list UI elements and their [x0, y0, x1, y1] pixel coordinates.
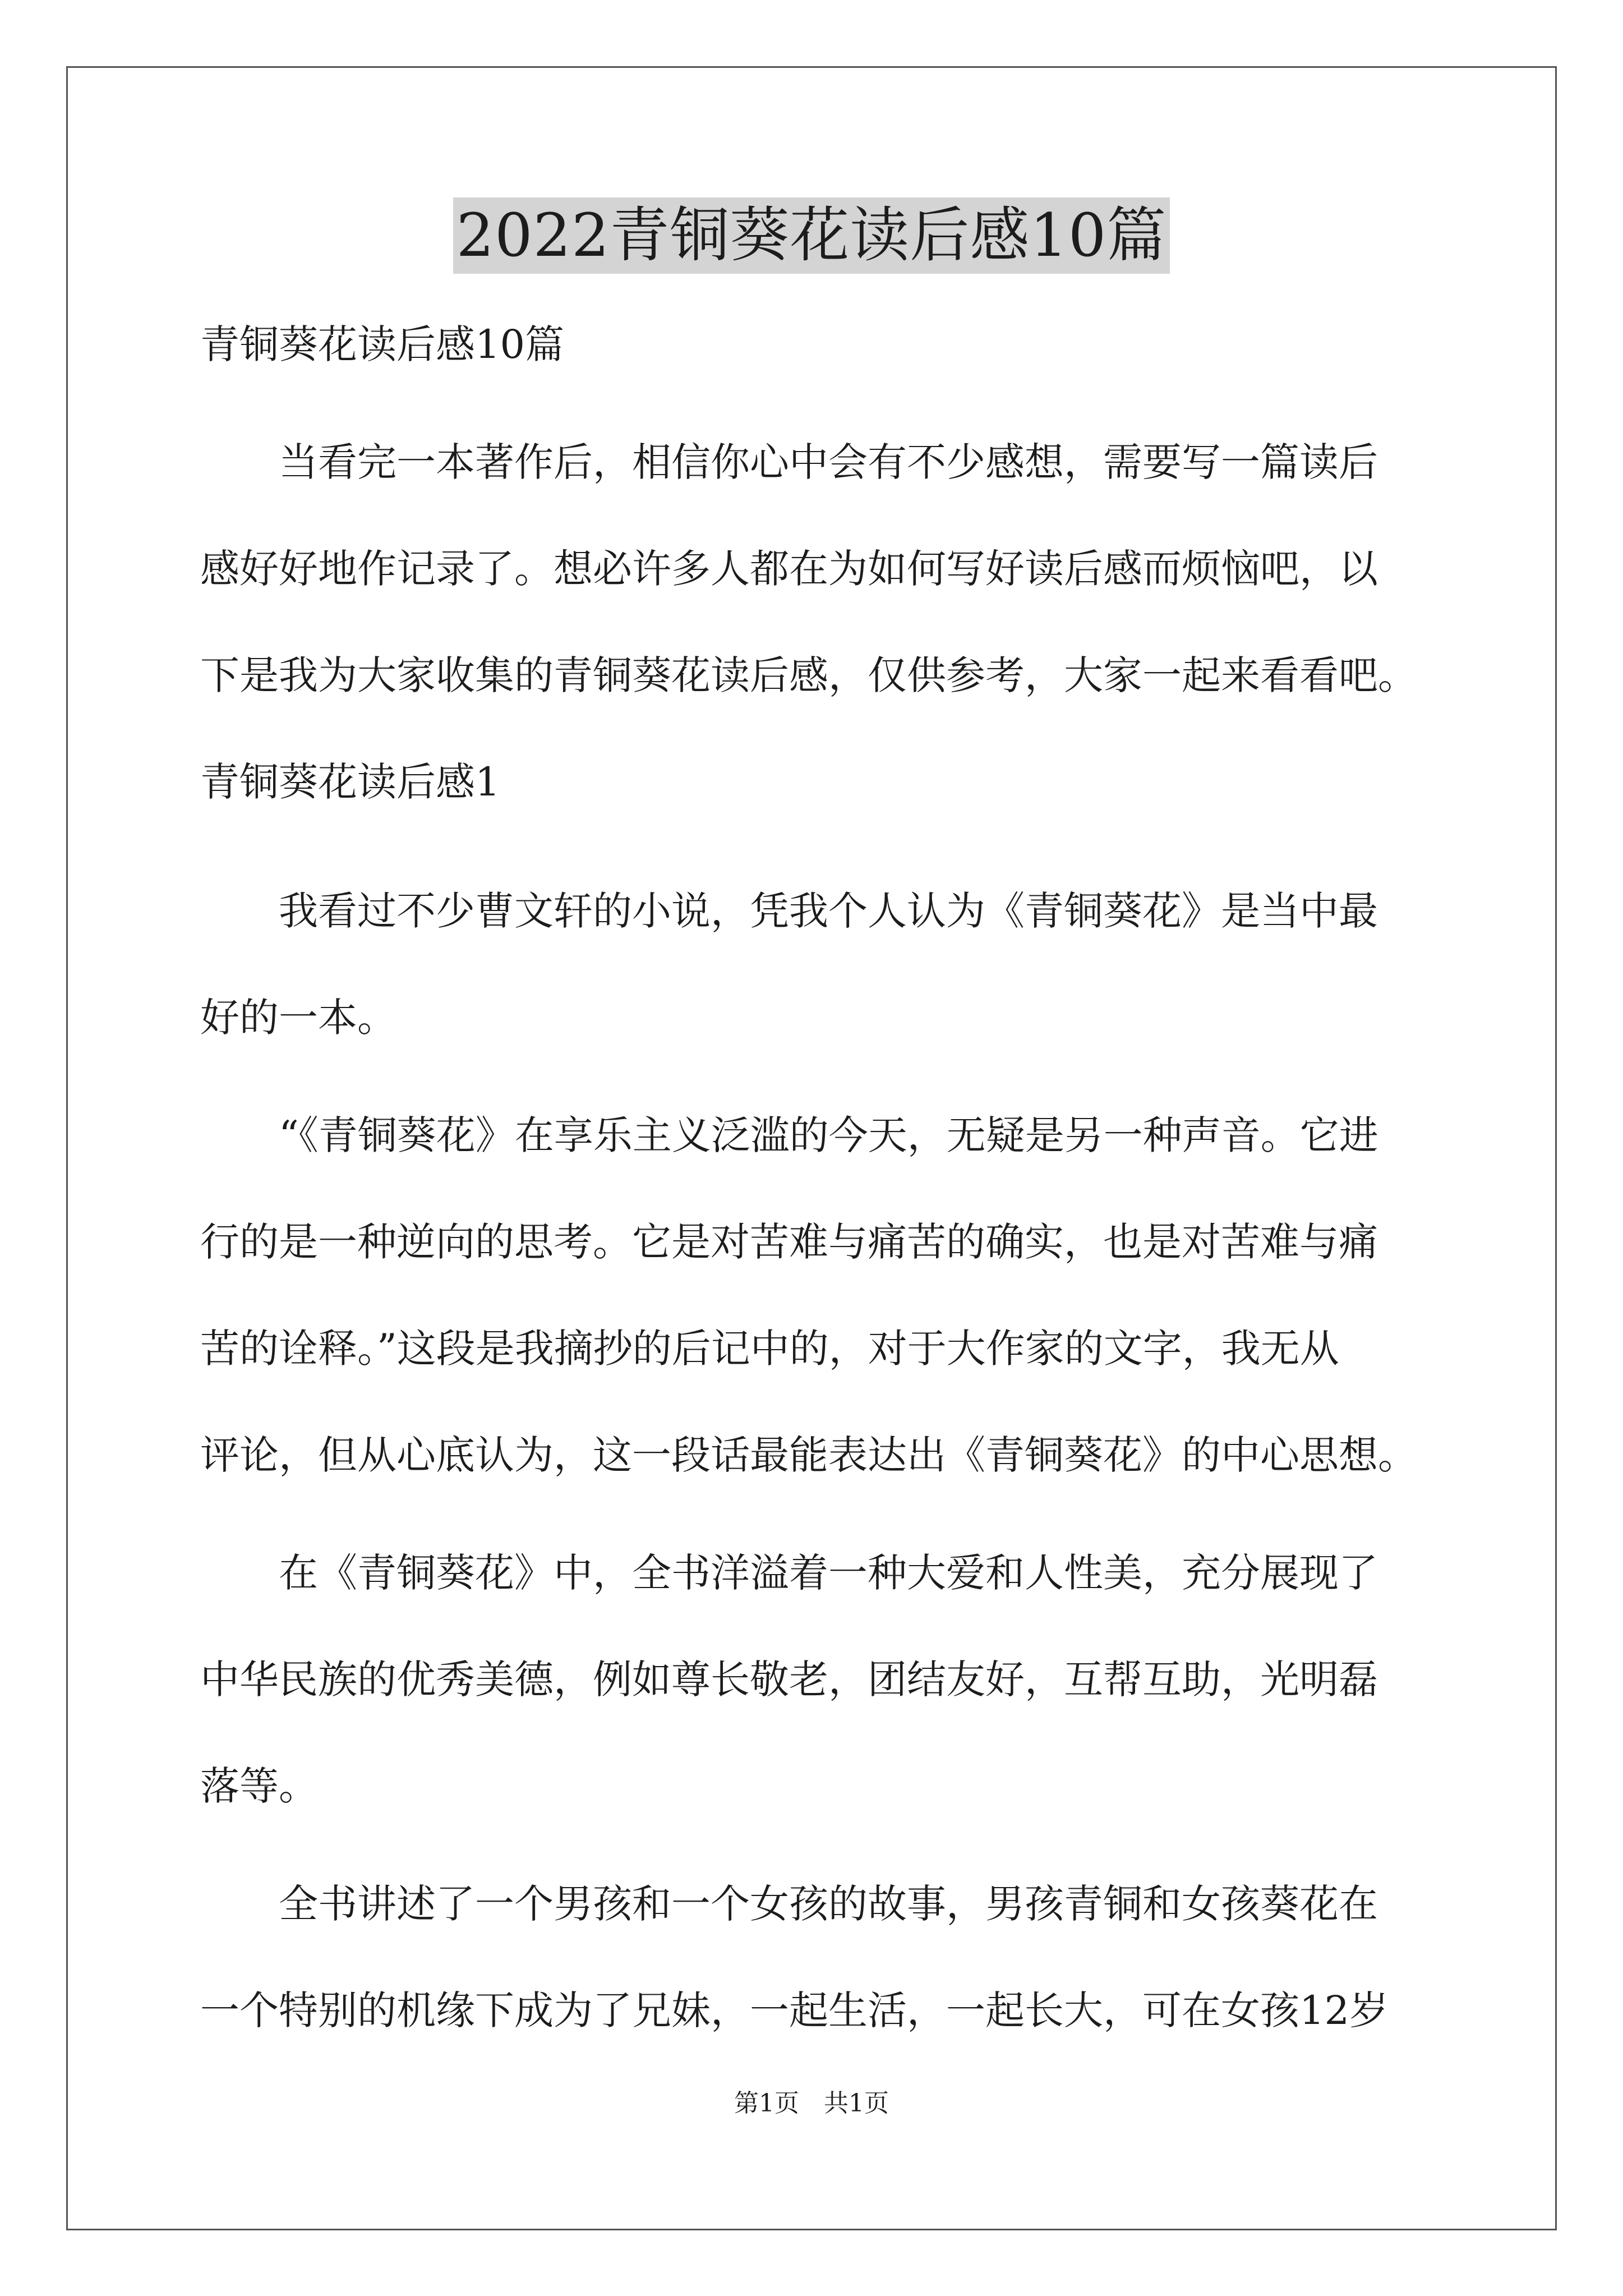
subtitle-line: 青铜葵花读后感10篇	[200, 321, 565, 367]
body-line: 下是我为大家收集的青铜葵花读后感，仅供参考，大家一起来看看吧。	[200, 652, 1417, 698]
body-line: 全书讲述了一个男孩和一个女孩的故事，男孩青铜和女孩葵花在	[200, 1881, 1378, 1927]
body-line: 在《青铜葵花》中，全书洋溢着一种大爱和人性美，充分展现了	[200, 1550, 1378, 1596]
title-container	[0, 197, 1623, 274]
body-line: 当看完一本著作后，相信你心中会有不少感想，需要写一篇读后	[200, 439, 1378, 485]
body-line: 好的一本。	[200, 995, 396, 1041]
body-line: 我看过不少曹文轩的小说，凭我个人认为《青铜葵花》是当中最	[200, 888, 1378, 934]
body-line: 评论，但从心底认为，这一段话最能表达出《青铜葵花》的中心思想。	[200, 1432, 1417, 1478]
body-line: 行的是一种逆向的思考。它是对苦难与痛苦的确实，也是对苦难与痛	[200, 1219, 1378, 1265]
section-heading: 青铜葵花读后感1	[200, 759, 500, 805]
body-line: “《青铜葵花》在享乐主义泛滥的今天，无疑是另一种声音。它进	[200, 1112, 1378, 1158]
document-title: 2022青铜葵花读后感10篇	[453, 197, 1170, 274]
body-line: 感好好地作记录了。想必许多人都在为如何写好读后感而烦恼吧，以	[200, 546, 1378, 592]
page-footer: 第1页 共1页	[734, 2089, 889, 2118]
body-line: 苦的诠释。”这段是我摘抄的后记中的，对于大作家的文字，我无从	[200, 1326, 1339, 1372]
body-line: 一个特别的机缘下成为了兄妹，一起生活，一起长大，可在女孩12岁	[200, 1987, 1389, 2033]
body-line: 落等。	[200, 1763, 318, 1809]
body-line: 中华民族的优秀美德，例如尊长敬老，团结友好，互帮互助，光明磊	[200, 1657, 1378, 1703]
